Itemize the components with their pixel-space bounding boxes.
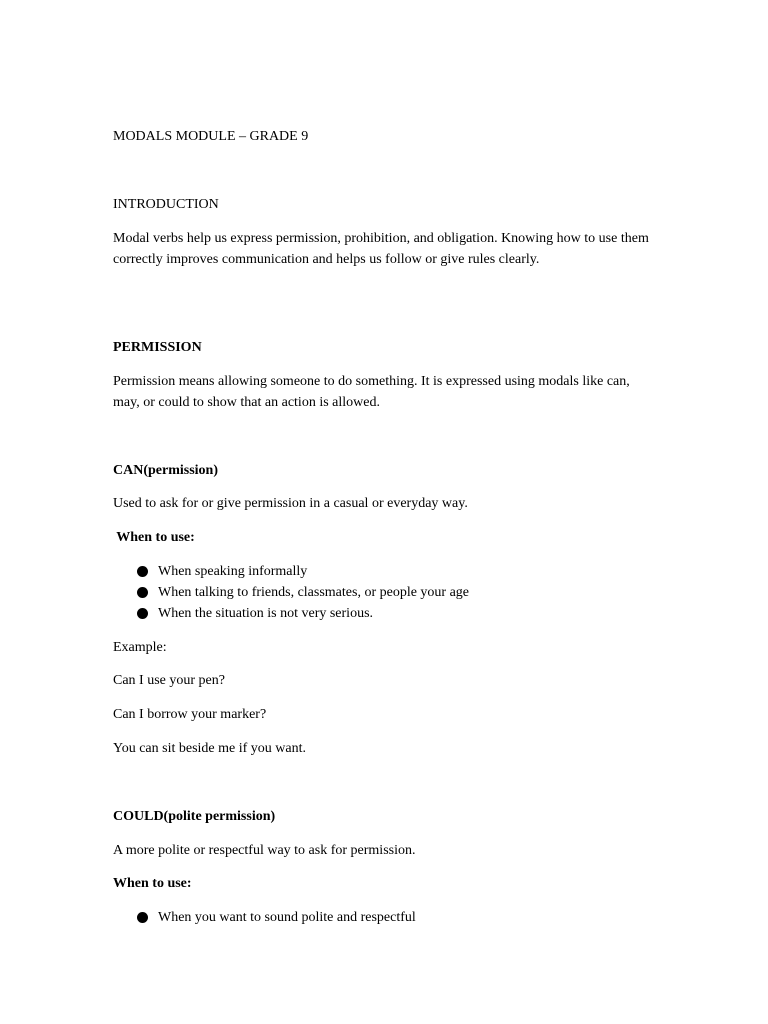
list-item xyxy=(113,603,658,624)
bullet-icon xyxy=(137,608,148,619)
could-description: A more polite or respectful way to ask for permission. xyxy=(113,843,416,858)
bullet-icon xyxy=(137,912,148,923)
could-heading: COULD(polite permission) xyxy=(113,809,276,824)
list-item-text: When talking to friends, classmates, or people your age xyxy=(158,585,470,600)
introduction-heading: INTRODUCTION xyxy=(113,197,219,212)
can-example-2: Can I borrow your marker? xyxy=(113,707,267,722)
document-title: MODALS MODULE – GRADE 9 xyxy=(113,129,309,144)
bullet-icon xyxy=(137,566,148,577)
could-when-to-use-label: When to use: xyxy=(113,876,192,891)
can-example-3: You can sit beside me if you want. xyxy=(113,741,306,756)
can-example-1: Can I use your pen? xyxy=(113,673,225,688)
could-usage-list xyxy=(113,907,658,928)
bullet-icon xyxy=(137,587,148,598)
list-item xyxy=(113,582,658,603)
list-item-text: When speaking informally xyxy=(158,564,308,579)
list-item-text: When you want to sound polite and respectful xyxy=(158,910,416,925)
list-item-text: When the situation is not very serious. xyxy=(158,606,374,621)
can-description: Used to ask for or give permission in a casual or everyday way. xyxy=(113,496,468,511)
can-usage-list xyxy=(113,561,658,624)
list-item xyxy=(113,907,658,928)
permission-heading: PERMISSION xyxy=(113,340,202,355)
introduction-paragraph: Modal verbs help us express permission, prohibition, and obligation. Knowing how to use them correctly improves communication and helps us follow or give rules clearly. xyxy=(113,231,649,267)
list-item xyxy=(113,561,658,582)
can-when-to-use-label: When to use: xyxy=(113,530,195,545)
permission-paragraph: Permission means allowing someone to do something. It is expressed using modals like can, may, or could to show that an action is allowed. xyxy=(113,374,630,410)
can-heading: CAN(permission) xyxy=(113,463,218,478)
can-example-label: Example: xyxy=(113,640,167,655)
